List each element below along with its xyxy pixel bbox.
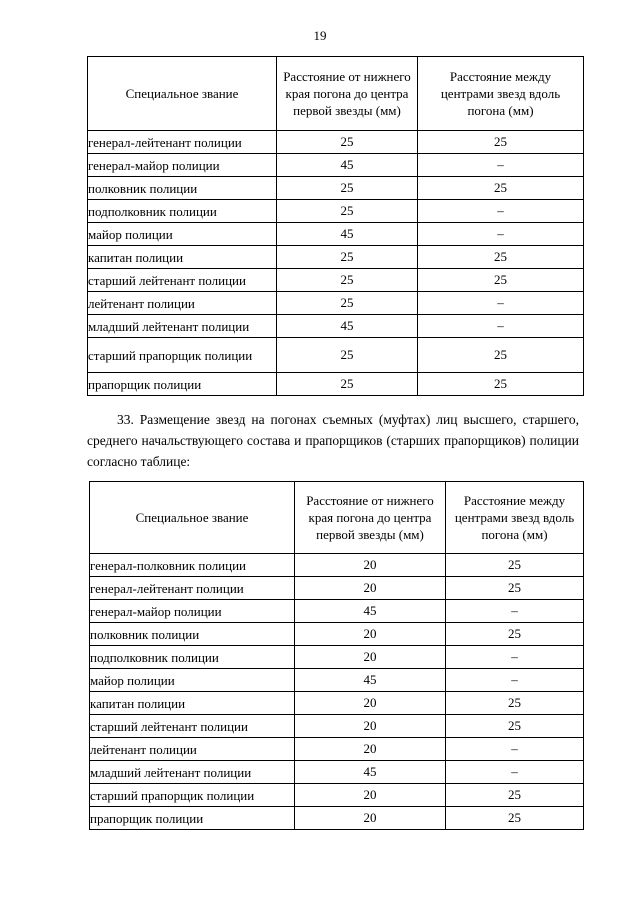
distance-between-cell: – (446, 738, 584, 761)
distance-first-cell: 25 (277, 246, 418, 269)
table-header-row (88, 57, 584, 131)
rank-cell: генерал-лейтенант полиции (90, 577, 295, 600)
star-placement-table-1 (87, 56, 584, 396)
distance-between-cell: 25 (418, 131, 584, 154)
distance-between-cell: 25 (418, 246, 584, 269)
rank-cell: майор полиции (90, 669, 295, 692)
distance-between-cell: – (418, 154, 584, 177)
rank-cell: генерал-лейтенант полиции (88, 131, 277, 154)
rank-cell: генерал-полковник полиции (90, 554, 295, 577)
rank-cell: старший прапорщик полиции (88, 338, 277, 373)
rank-cell: генерал-майор полиции (90, 600, 295, 623)
table-body (88, 131, 584, 396)
distance-first-cell: 45 (295, 669, 446, 692)
section-33-text: 33. Размещение звезд на погонах съемных (муфтах) лиц высшего, старшего, среднего начальствующего состава и прапорщиков (старших прапорщиков) полиции согласно таблице: (87, 412, 579, 469)
page-number: 19 (313, 28, 327, 43)
table-body (90, 554, 584, 830)
distance-first-cell: 25 (277, 131, 418, 154)
header-distance-between-stars: Расстояние между центрами звезд вдоль погона (мм) (418, 57, 584, 131)
distance-first-cell: 20 (295, 646, 446, 669)
section-33-paragraph (87, 409, 579, 472)
distance-between-cell: 25 (446, 784, 584, 807)
distance-between-cell: 25 (418, 338, 584, 373)
rank-cell: подполковник полиции (88, 200, 277, 223)
rank-cell: майор полиции (88, 223, 277, 246)
distance-first-cell: 45 (277, 223, 418, 246)
distance-between-cell: 25 (446, 807, 584, 830)
distance-first-cell: 45 (277, 154, 418, 177)
distance-between-cell: 25 (418, 373, 584, 396)
distance-between-cell: 25 (446, 577, 584, 600)
table-row (88, 200, 584, 223)
header-distance-first-star: Расстояние от нижнего края погона до центра первой звезды (мм) (277, 57, 418, 131)
distance-between-cell: – (446, 761, 584, 784)
distance-first-cell: 25 (277, 177, 418, 200)
table-row (90, 623, 584, 646)
distance-between-cell: – (446, 646, 584, 669)
distance-first-cell: 20 (295, 807, 446, 830)
table-row (90, 738, 584, 761)
table-row (90, 692, 584, 715)
table-header-row (90, 482, 584, 554)
table-row (90, 554, 584, 577)
distance-first-cell: 20 (295, 554, 446, 577)
header-distance-first-star: Расстояние от нижнего края погона до центра первой звезды (мм) (295, 482, 446, 554)
table-row (90, 646, 584, 669)
rank-cell: младший лейтенант полиции (88, 315, 277, 338)
rank-cell: старший лейтенант полиции (90, 715, 295, 738)
distance-between-cell: 25 (446, 692, 584, 715)
table-row (88, 315, 584, 338)
distance-first-cell: 20 (295, 577, 446, 600)
distance-first-cell: 25 (277, 269, 418, 292)
table-row (90, 807, 584, 830)
rank-cell: полковник полиции (88, 177, 277, 200)
distance-first-cell: 20 (295, 784, 446, 807)
distance-between-cell: 25 (418, 177, 584, 200)
rank-cell: прапорщик полиции (90, 807, 295, 830)
table-row (88, 292, 584, 315)
rank-cell: генерал-майор полиции (88, 154, 277, 177)
distance-between-cell: – (418, 200, 584, 223)
distance-first-cell: 20 (295, 692, 446, 715)
table-row (90, 669, 584, 692)
distance-first-cell: 25 (277, 338, 418, 373)
table-row (88, 223, 584, 246)
table-row (88, 373, 584, 396)
distance-between-cell: – (446, 600, 584, 623)
rank-cell: старший лейтенант полиции (88, 269, 277, 292)
rank-cell: младший лейтенант полиции (90, 761, 295, 784)
distance-between-cell: – (418, 315, 584, 338)
table-row (88, 338, 584, 373)
rank-cell: подполковник полиции (90, 646, 295, 669)
distance-between-cell: 25 (418, 269, 584, 292)
distance-first-cell: 45 (295, 600, 446, 623)
distance-first-cell: 45 (277, 315, 418, 338)
table-row (90, 577, 584, 600)
rank-cell: капитан полиции (88, 246, 277, 269)
distance-first-cell: 20 (295, 715, 446, 738)
rank-cell: лейтенант полиции (88, 292, 277, 315)
table-row (88, 269, 584, 292)
distance-first-cell: 20 (295, 738, 446, 761)
distance-between-cell: 25 (446, 554, 584, 577)
rank-cell: лейтенант полиции (90, 738, 295, 761)
star-placement-table-2 (89, 481, 584, 830)
rank-cell: прапорщик полиции (88, 373, 277, 396)
table-row (90, 600, 584, 623)
distance-between-cell: 25 (446, 623, 584, 646)
table-row (88, 246, 584, 269)
table-row (88, 154, 584, 177)
table-row (88, 131, 584, 154)
rank-cell: старший прапорщик полиции (90, 784, 295, 807)
distance-first-cell: 25 (277, 292, 418, 315)
table-row (88, 177, 584, 200)
distance-between-cell: 25 (446, 715, 584, 738)
distance-first-cell: 25 (277, 200, 418, 223)
rank-cell: капитан полиции (90, 692, 295, 715)
rank-cell: полковник полиции (90, 623, 295, 646)
table-row (90, 715, 584, 738)
distance-between-cell: – (418, 223, 584, 246)
distance-first-cell: 25 (277, 373, 418, 396)
distance-between-cell: – (446, 669, 584, 692)
distance-between-cell: – (418, 292, 584, 315)
header-rank: Специальное звание (88, 57, 277, 131)
header-rank: Специальное звание (90, 482, 295, 554)
distance-first-cell: 20 (295, 623, 446, 646)
distance-first-cell: 45 (295, 761, 446, 784)
table-row (90, 761, 584, 784)
header-distance-between-stars: Расстояние между центрами звезд вдоль погона (мм) (446, 482, 584, 554)
table-row (90, 784, 584, 807)
